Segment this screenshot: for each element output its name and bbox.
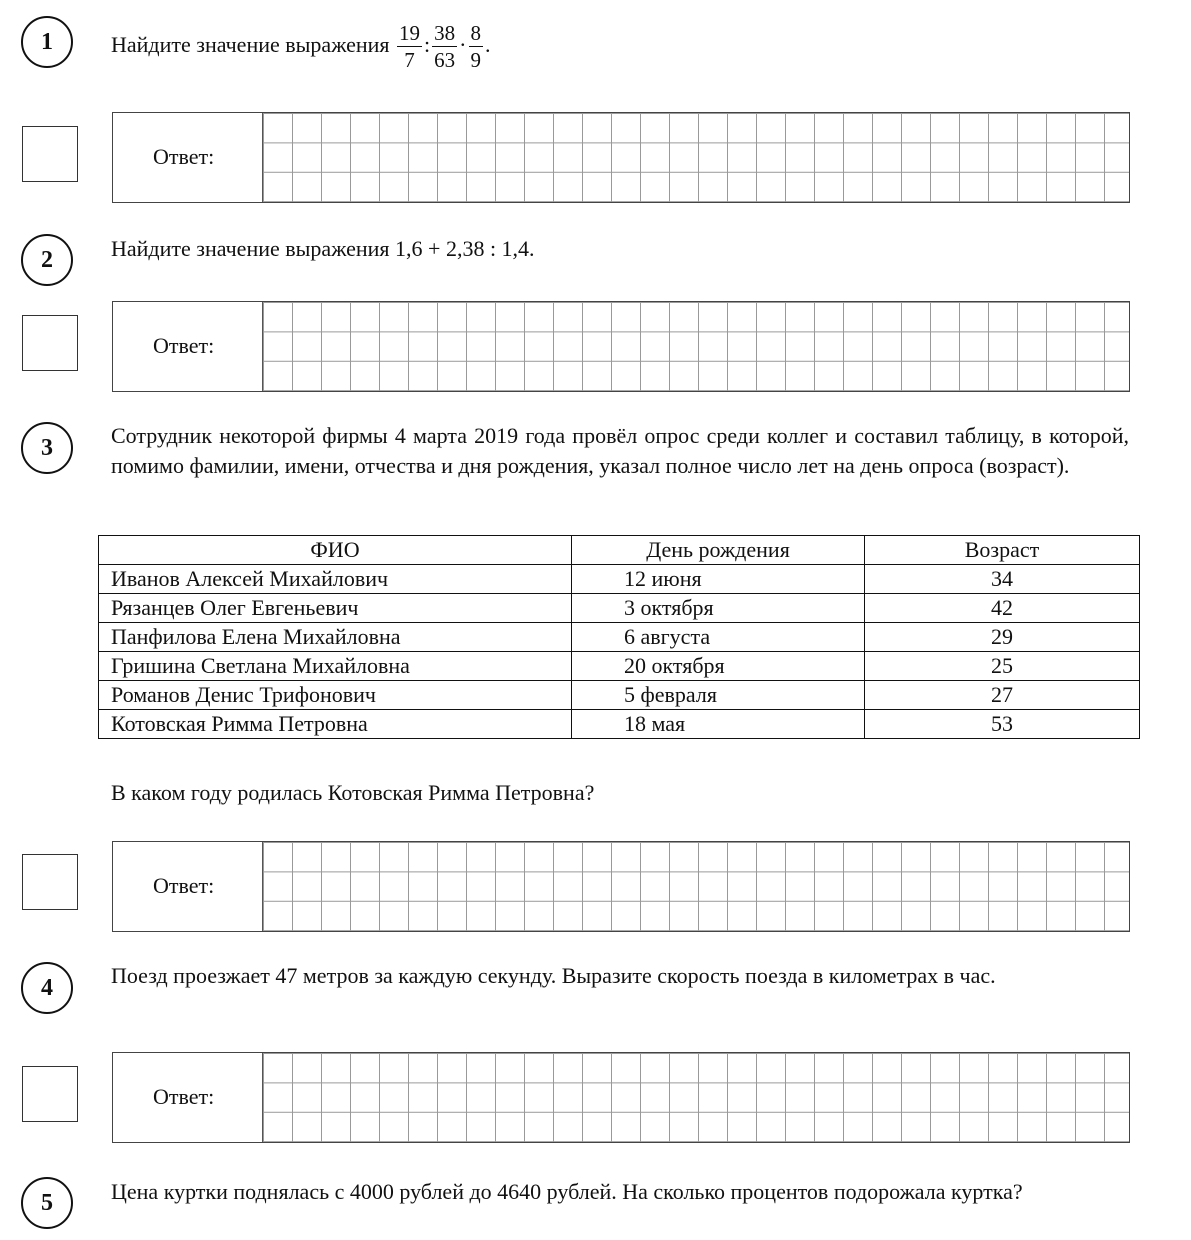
fraction-3-denominator: 9 <box>470 48 481 73</box>
table-cell-name: Рязанцев Олег Евгеньевич <box>99 594 572 623</box>
fraction-2 <box>432 21 457 72</box>
table-header-row <box>99 536 1140 565</box>
table-header: Возраст <box>865 536 1140 565</box>
answer-label: Ответ: <box>153 144 215 169</box>
fraction-3-numerator: 8 <box>470 21 481 46</box>
answer-label: Ответ: <box>153 873 215 898</box>
task-1-prompt <box>111 14 491 76</box>
score-box-3 <box>22 854 78 910</box>
answer-box-2[interactable] <box>112 301 1130 392</box>
table-row <box>99 681 1140 710</box>
table-cell-birthday: 5 февраля <box>572 681 865 710</box>
table-cell-birthday: 3 октября <box>572 594 865 623</box>
fraction-1 <box>397 21 422 72</box>
score-box-4 <box>22 1066 78 1122</box>
table-row <box>99 623 1140 652</box>
score-box-1 <box>22 126 78 182</box>
task-1-prompt-text: Найдите значение выражения <box>111 32 390 57</box>
task-number-5: 5 <box>21 1177 73 1229</box>
fraction-1-numerator: 19 <box>399 21 421 46</box>
task-number-1: 1 <box>21 16 73 68</box>
table-cell-age: 29 <box>865 623 1140 652</box>
table-row <box>99 594 1140 623</box>
table-header: ФИО <box>99 536 572 565</box>
table-cell-age: 42 <box>865 594 1140 623</box>
table-cell-age: 53 <box>865 710 1140 739</box>
expression-end: . <box>485 32 491 57</box>
table-header: День рождения <box>572 536 865 565</box>
table-row <box>99 710 1140 739</box>
fraction-1-denominator: 7 <box>404 48 415 73</box>
operator-multiply: · <box>459 32 467 57</box>
table-cell-name: Иванов Алексей Михайлович <box>99 565 572 594</box>
task-number-2: 2 <box>21 234 73 286</box>
score-box-2 <box>22 315 78 371</box>
table-cell-birthday: 12 июня <box>572 565 865 594</box>
answer-grid-4[interactable] <box>262 1053 1129 1142</box>
task-number-4: 4 <box>21 962 73 1014</box>
task-3-text: Сотрудник некоторой фирмы 4 марта 2019 года провёл опрос среди коллег и составил таблицу, в которой, помимо фамилии, имени, отчества и дня рождения, указал полное число лет на день опроса (возраст). <box>111 423 1129 478</box>
answer-label: Ответ: <box>153 333 215 358</box>
survey-table <box>98 535 1140 739</box>
task-3-question: В каком году родилась Котовская Римма Петровна? <box>111 780 595 805</box>
table-cell-name: Панфилова Елена Михайловна <box>99 623 572 652</box>
answer-grid-1[interactable] <box>262 113 1129 202</box>
table-cell-birthday: 20 октября <box>572 652 865 681</box>
fraction-3 <box>469 21 484 72</box>
table-cell-name: Романов Денис Трифонович <box>99 681 572 710</box>
table-row <box>99 652 1140 681</box>
table-cell-name: Гришина Светлана Михайловна <box>99 652 572 681</box>
operator-divide: : <box>424 32 431 57</box>
task-5-text: Цена куртки поднялась с 4000 рублей до 4640 рублей. На сколько процентов подорожала куртка? <box>111 1179 1023 1204</box>
answer-grid-3[interactable] <box>262 842 1129 931</box>
table-cell-birthday: 6 августа <box>572 623 865 652</box>
fraction-2-numerator: 38 <box>434 21 456 46</box>
table-cell-name: Котовская Римма Петровна <box>99 710 572 739</box>
table-row <box>99 565 1140 594</box>
fraction-2-denominator: 63 <box>434 48 456 73</box>
answer-box-4[interactable] <box>112 1052 1130 1143</box>
table-cell-age: 25 <box>865 652 1140 681</box>
table-cell-birthday: 18 мая <box>572 710 865 739</box>
answer-box-3[interactable] <box>112 841 1130 932</box>
answer-grid-2[interactable] <box>262 302 1129 391</box>
answer-box-1[interactable] <box>112 112 1130 203</box>
task-4-text: Поезд проезжает 47 метров за каждую секунду. Выразите скорость поезда в километрах в час. <box>111 963 996 988</box>
task-2-text: Найдите значение выражения 1,6 + 2,38 : 1,4. <box>111 236 535 261</box>
table-cell-age: 34 <box>865 565 1140 594</box>
task-number-3: 3 <box>21 422 73 474</box>
table-cell-age: 27 <box>865 681 1140 710</box>
answer-label: Ответ: <box>153 1084 215 1109</box>
